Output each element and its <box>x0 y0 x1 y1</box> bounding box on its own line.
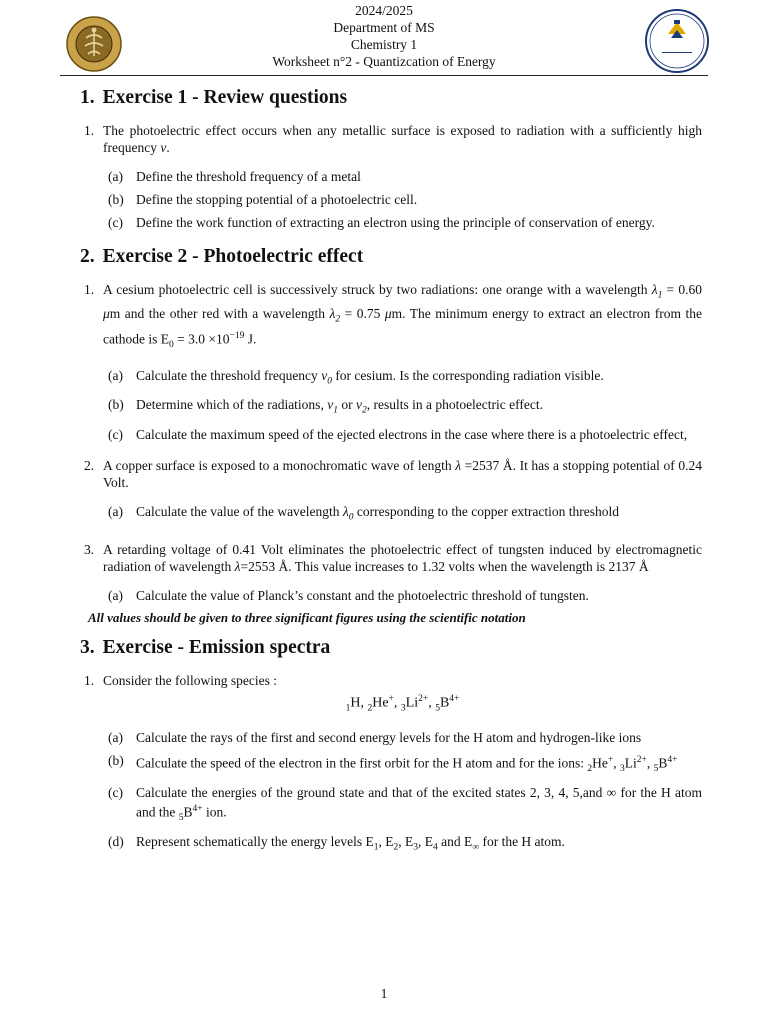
header-rule <box>60 75 708 76</box>
subquestion-label: (a) <box>108 169 123 184</box>
exercise-3-subquestions <box>108 729 702 857</box>
text-segment: and E <box>437 834 473 850</box>
text-segment: = 0.75 <box>340 305 385 321</box>
subquestion-label: (c) <box>108 215 123 230</box>
exercise-3-question-1 <box>84 672 702 717</box>
text-segment: = 3.0 ×10 <box>173 331 230 347</box>
section-title: Exercise 2 - Photoelectric effect <box>102 246 364 267</box>
exercise-1-subquestions <box>108 168 702 231</box>
subquestion-b <box>108 396 702 420</box>
subquestion-b <box>108 752 702 778</box>
subquestion-text <box>136 367 702 391</box>
subquestion-text: Define the threshold frequency of a metal <box>136 169 361 184</box>
subquestion-label: (a) <box>108 730 123 746</box>
text-segment: The photoelectric effect occurs when any metallic surface is exposed to radiation with a sufficiently high frequency <box>103 123 702 155</box>
subquestion-text: Calculate the energies of the ground state and that of the excited states 2, 3, 4, 5,and ∞ for the H atom and the $_5B^{4+}$ ion. <box>136 785 702 824</box>
subquestion-label: (d) <box>108 834 124 850</box>
text-segment: corresponding to the copper extraction threshold <box>353 503 619 519</box>
worksheet-content <box>80 86 702 863</box>
exercise-1-heading <box>80 86 702 110</box>
subquestion-text: Calculate the speed of the electron in the first orbit for the H atom and for the ions: $_2$He+, $_3Li^{2+}$, $_5B^{4+}$ <box>136 755 678 775</box>
subquestion-text <box>136 503 702 527</box>
math-subscript: 0 <box>168 340 174 351</box>
exercise-1-question-1 <box>84 122 702 156</box>
text-segment: Calculate the energies of the ground state and that of the excited states 2, 3, 4, 5,and <box>136 785 607 801</box>
course-name: Chemistry 1 <box>350 37 418 52</box>
question-text <box>103 457 702 491</box>
subquestion-label: (a) <box>108 503 123 519</box>
exercise-1 <box>80 86 702 231</box>
subquestion-text: Calculate the rays of the first and second energy levels for the H atom and hydrogen-like ions <box>136 730 642 746</box>
math-symbol: $\nu_2$ <box>355 397 367 416</box>
text-segment: Calculate the speed of the electron in the first orbit for the H atom and for the ions: <box>136 755 588 771</box>
section-number: 3. <box>80 636 95 658</box>
exercise-3 <box>80 636 702 858</box>
text-segment: ion. <box>202 804 227 820</box>
subquestion-c <box>108 214 702 231</box>
subquestion-c <box>108 784 702 827</box>
question-text <box>103 122 702 156</box>
subquestion-text: Define the stopping potential of a photoelectric cell. <box>136 192 418 207</box>
math-symbol: $\lambda_0$ <box>342 503 354 523</box>
subquestion-label: (a) <box>108 367 123 383</box>
text-segment: =2537 Å. It has a stopping potential of 0.24 Volt. <box>103 457 702 490</box>
question-text <box>103 281 702 355</box>
text-segment: Consider the following species : <box>103 672 277 688</box>
subquestion-a <box>108 168 702 185</box>
subquestion-text: Calculate the maximum speed of the ejected electrons in the case where there is a photoelectric effect, <box>136 426 688 442</box>
exercise-2 <box>80 245 702 626</box>
text-segment: J. <box>244 331 257 347</box>
header-text <box>60 2 708 70</box>
text-segment: or <box>337 397 356 413</box>
text-segment: Calculate the value of the wavelength <box>136 503 343 519</box>
math-symbol: μ <box>103 305 110 321</box>
subquestion-text: Represent schematically the energy levels $E_1$, $E_2$, $E_3$, $E_4$ and $E_\infty$ for the H atom. <box>136 834 565 854</box>
question-text <box>103 672 702 717</box>
text-segment: . <box>166 140 170 155</box>
math-superscript: −19 <box>229 331 245 342</box>
exercise-2-heading <box>80 245 702 269</box>
subquestion-b <box>108 191 702 208</box>
subquestion-a <box>108 729 702 746</box>
text-segment: Represent schematically the energy levels E <box>136 834 374 850</box>
text-segment: Calculate the threshold frequency <box>136 367 322 383</box>
subquestion-d <box>108 833 702 857</box>
subquestion-a <box>108 503 702 527</box>
text-segment: for cesium. Is the corresponding radiation visible. <box>331 367 604 383</box>
subquestion-c <box>108 426 702 443</box>
exercise-2-question-1 <box>84 281 702 355</box>
text-segment: =2553 Å. This value increases to 1.32 volts when the wavelength is 2137 Å <box>240 558 649 574</box>
page-number: 1 <box>380 986 388 1001</box>
section-number: 1. <box>80 87 95 108</box>
math-symbol: $\nu_0$ <box>321 367 332 387</box>
subquestion-text: Calculate the value of Planck’s constant and the photoelectric threshold of tungsten. <box>136 587 589 603</box>
subquestion-text: Define the work function of extracting an electron using the principle of conservation of energy. <box>136 215 655 230</box>
text-segment: A retarding voltage of 0.41 Volt eliminates the photoelectric effect of tungsten induced by electromagnetic radiation of wavelength <box>103 541 702 574</box>
exercise-2-question-3 <box>84 541 702 575</box>
significant-figures-note: All values should be given to three significant figures using the scientific notation <box>88 609 526 625</box>
subquestion-label: (b) <box>108 397 124 413</box>
section-title: Exercise 1 - Review questions <box>102 87 348 108</box>
species-list: $_1$H, $_2$He+, $_3Li^{2+}$, $_5B^{4+}$ <box>345 693 460 714</box>
question-number: 1. <box>84 672 95 688</box>
text-segment: for the H atom and the <box>136 785 702 820</box>
text-segment: m and the other red with a wavelength <box>109 305 330 321</box>
exercise-2-q2-subquestions <box>108 503 702 527</box>
subquestion-label: (b) <box>108 192 124 207</box>
math-symbol: λ <box>455 457 462 473</box>
text-segment: for the H atom. <box>479 834 565 850</box>
section-title: Exercise - Emission spectra <box>102 636 331 658</box>
math-symbol: λ <box>234 558 241 574</box>
subquestion-label: (b) <box>108 753 124 769</box>
text-segment: = 0.60 <box>662 282 702 297</box>
math-symbol: $\lambda_1$ <box>651 282 663 301</box>
page-header <box>60 2 708 76</box>
question-number: 3. <box>84 541 95 557</box>
academic-year: 2024/2025 <box>355 3 413 18</box>
subquestion-label: (c) <box>108 785 123 801</box>
text-segment: A cesium photoelectric cell is successively struck by two radiations: one orange with a wavelength <box>103 282 652 297</box>
math-symbol: $\lambda_2$ <box>329 305 341 325</box>
exercise-2-q1-subquestions <box>108 367 702 443</box>
subquestion-a <box>108 587 702 604</box>
exercise-2-question-2 <box>84 457 702 491</box>
subquestion-label: (c) <box>108 426 123 442</box>
infinity-symbol: ∞ <box>606 785 617 801</box>
section-number: 2. <box>80 246 95 267</box>
department: Department of MS <box>333 20 435 35</box>
faculty-of-sciences-logo <box>644 8 710 74</box>
subquestion-text <box>136 396 702 420</box>
text-segment: m. The minimum energy to extract an electron from the cathode is E <box>103 305 702 347</box>
math-symbol: ν <box>160 140 167 155</box>
text-segment: A copper surface is exposed to a monochromatic wave of length <box>103 457 456 473</box>
exercise-2-q3-subquestions <box>108 587 702 604</box>
question-text <box>103 541 702 575</box>
question-number: 1. <box>84 123 95 138</box>
worksheet-title: Worksheet n°2 - Quantizcation of Energy <box>272 54 496 69</box>
question-number: 1. <box>84 282 95 297</box>
math-symbol: μ <box>384 305 392 321</box>
exercise-3-heading <box>80 636 702 660</box>
math-symbol: $\nu_1$ <box>327 397 338 416</box>
text-segment: , results in a photoelectric effect. <box>366 397 544 413</box>
subquestion-a <box>108 367 702 391</box>
question-number: 2. <box>84 457 95 473</box>
text-segment: Determine which of the radiations, <box>136 397 328 413</box>
subquestion-label: (a) <box>108 587 123 603</box>
